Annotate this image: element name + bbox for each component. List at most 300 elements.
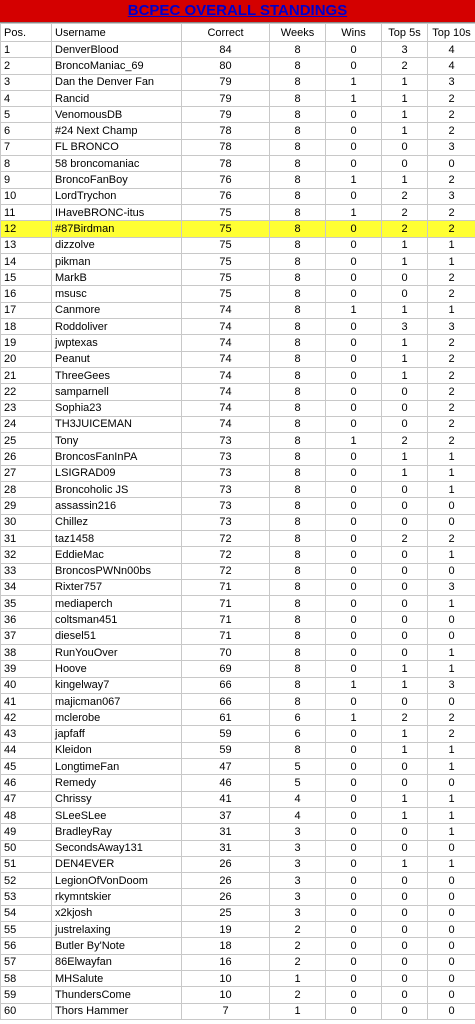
cell-top5s: 1 (382, 172, 428, 188)
cell-weeks: 8 (270, 302, 326, 318)
cell-wins: 1 (326, 433, 382, 449)
cell-top10s: 1 (428, 661, 475, 677)
cell-pos: 12 (1, 221, 52, 237)
cell-pos: 10 (1, 188, 52, 204)
cell-wins: 0 (326, 42, 382, 58)
cell-top5s: 1 (382, 791, 428, 807)
cell-weeks: 8 (270, 661, 326, 677)
cell-weeks: 8 (270, 286, 326, 302)
cell-top10s: 0 (428, 628, 475, 644)
table-row (1, 139, 475, 155)
cell-username: ThreeGees (52, 367, 182, 383)
cell-top10s: 3 (428, 319, 475, 335)
cell-weeks: 8 (270, 367, 326, 383)
cell-username: Roddoliver (52, 319, 182, 335)
cell-correct: 26 (182, 873, 270, 889)
header-top10s: Top 10s (428, 24, 475, 42)
cell-weeks: 8 (270, 351, 326, 367)
table-row (1, 954, 475, 970)
cell-top5s: 2 (382, 188, 428, 204)
table-row (1, 270, 475, 286)
cell-weeks: 5 (270, 775, 326, 791)
cell-username: japfaff (52, 726, 182, 742)
cell-correct: 72 (182, 563, 270, 579)
cell-username: BroncosPWNn00bs (52, 563, 182, 579)
table-row (1, 416, 475, 432)
cell-top5s: 1 (382, 661, 428, 677)
cell-top10s: 2 (428, 384, 475, 400)
cell-top10s: 2 (428, 351, 475, 367)
cell-top10s: 0 (428, 970, 475, 986)
cell-wins: 0 (326, 922, 382, 938)
cell-username: Butler By'Note (52, 938, 182, 954)
cell-wins: 0 (326, 873, 382, 889)
cell-pos: 39 (1, 661, 52, 677)
cell-username: LordTrychon (52, 188, 182, 204)
cell-wins: 0 (326, 367, 382, 383)
cell-weeks: 3 (270, 856, 326, 872)
table-row (1, 351, 475, 367)
cell-weeks: 8 (270, 498, 326, 514)
cell-weeks: 3 (270, 889, 326, 905)
cell-username: dizzolve (52, 237, 182, 253)
cell-wins: 0 (326, 400, 382, 416)
cell-username: Kleidon (52, 742, 182, 758)
cell-pos: 45 (1, 759, 52, 775)
cell-correct: 78 (182, 156, 270, 172)
cell-pos: 7 (1, 139, 52, 155)
cell-correct: 37 (182, 807, 270, 823)
cell-correct: 46 (182, 775, 270, 791)
table-row (1, 1003, 475, 1019)
cell-weeks: 8 (270, 433, 326, 449)
cell-top10s: 2 (428, 335, 475, 351)
cell-correct: 79 (182, 107, 270, 123)
cell-wins: 0 (326, 498, 382, 514)
cell-top10s: 1 (428, 644, 475, 660)
cell-pos: 2 (1, 58, 52, 74)
cell-top10s: 0 (428, 938, 475, 954)
cell-wins: 0 (326, 188, 382, 204)
cell-pos: 31 (1, 530, 52, 546)
cell-pos: 51 (1, 856, 52, 872)
cell-correct: 70 (182, 644, 270, 660)
cell-weeks: 8 (270, 693, 326, 709)
cell-wins: 0 (326, 139, 382, 155)
cell-top10s: 0 (428, 954, 475, 970)
cell-wins: 0 (326, 482, 382, 498)
cell-top5s: 2 (382, 710, 428, 726)
cell-top5s: 0 (382, 612, 428, 628)
cell-correct: 74 (182, 367, 270, 383)
cell-correct: 69 (182, 661, 270, 677)
cell-top5s: 1 (382, 253, 428, 269)
cell-pos: 1 (1, 42, 52, 58)
cell-username: SLeeSLee (52, 807, 182, 823)
cell-wins: 0 (326, 644, 382, 660)
cell-top5s: 1 (382, 302, 428, 318)
cell-correct: 25 (182, 905, 270, 921)
cell-top5s: 1 (382, 237, 428, 253)
cell-pos: 54 (1, 905, 52, 921)
cell-username: IHaveBRONC-itus (52, 204, 182, 220)
table-row (1, 726, 475, 742)
table-row (1, 172, 475, 188)
cell-username: MarkB (52, 270, 182, 286)
cell-pos: 11 (1, 204, 52, 220)
cell-top5s: 1 (382, 726, 428, 742)
cell-pos: 20 (1, 351, 52, 367)
cell-correct: 71 (182, 612, 270, 628)
cell-pos: 36 (1, 612, 52, 628)
cell-wins: 0 (326, 775, 382, 791)
cell-correct: 71 (182, 628, 270, 644)
cell-pos: 52 (1, 873, 52, 889)
cell-username: Peanut (52, 351, 182, 367)
cell-weeks: 8 (270, 156, 326, 172)
cell-weeks: 3 (270, 905, 326, 921)
cell-top10s: 2 (428, 270, 475, 286)
table-row (1, 579, 475, 595)
cell-pos: 15 (1, 270, 52, 286)
cell-wins: 0 (326, 58, 382, 74)
table-row (1, 319, 475, 335)
cell-top5s: 0 (382, 400, 428, 416)
header-correct: Correct (182, 24, 270, 42)
cell-username: assassin216 (52, 498, 182, 514)
cell-pos: 8 (1, 156, 52, 172)
cell-top5s: 0 (382, 482, 428, 498)
cell-top10s: 2 (428, 286, 475, 302)
table-row (1, 628, 475, 644)
cell-top10s: 2 (428, 433, 475, 449)
header-wins: Wins (326, 24, 382, 42)
cell-weeks: 8 (270, 465, 326, 481)
cell-top5s: 0 (382, 987, 428, 1003)
table-row (1, 253, 475, 269)
table-row (1, 482, 475, 498)
cell-top10s: 2 (428, 710, 475, 726)
cell-wins: 0 (326, 661, 382, 677)
cell-correct: 74 (182, 319, 270, 335)
cell-pos: 50 (1, 840, 52, 856)
cell-weeks: 1 (270, 970, 326, 986)
cell-username: Chillez (52, 514, 182, 530)
table-row (1, 42, 475, 58)
cell-wins: 0 (326, 889, 382, 905)
cell-pos: 27 (1, 465, 52, 481)
cell-correct: 16 (182, 954, 270, 970)
cell-correct: 74 (182, 400, 270, 416)
cell-username: diesel51 (52, 628, 182, 644)
table-row (1, 302, 475, 318)
cell-pos: 5 (1, 107, 52, 123)
cell-weeks: 8 (270, 384, 326, 400)
cell-weeks: 4 (270, 791, 326, 807)
cell-top5s: 1 (382, 335, 428, 351)
cell-weeks: 2 (270, 922, 326, 938)
cell-top10s: 0 (428, 514, 475, 530)
cell-weeks: 8 (270, 514, 326, 530)
cell-username: Remedy (52, 775, 182, 791)
cell-weeks: 8 (270, 123, 326, 139)
cell-wins: 0 (326, 514, 382, 530)
cell-username: jwptexas (52, 335, 182, 351)
cell-correct: 61 (182, 710, 270, 726)
cell-top5s: 1 (382, 856, 428, 872)
cell-top5s: 3 (382, 42, 428, 58)
cell-top5s: 1 (382, 677, 428, 693)
cell-username: LongtimeFan (52, 759, 182, 775)
cell-username: BradleyRay (52, 824, 182, 840)
cell-correct: 10 (182, 970, 270, 986)
cell-weeks: 8 (270, 42, 326, 58)
cell-top10s: 0 (428, 922, 475, 938)
cell-weeks: 2 (270, 987, 326, 1003)
cell-weeks: 4 (270, 807, 326, 823)
cell-correct: 84 (182, 42, 270, 58)
cell-weeks: 8 (270, 221, 326, 237)
cell-wins: 0 (326, 351, 382, 367)
cell-weeks: 3 (270, 840, 326, 856)
cell-correct: 31 (182, 840, 270, 856)
cell-correct: 73 (182, 433, 270, 449)
table-row (1, 693, 475, 709)
cell-correct: 75 (182, 204, 270, 220)
cell-top10s: 0 (428, 905, 475, 921)
cell-username: DenverBlood (52, 42, 182, 58)
cell-username: VenomousDB (52, 107, 182, 123)
cell-username: majicman067 (52, 693, 182, 709)
cell-correct: 26 (182, 856, 270, 872)
cell-wins: 0 (326, 530, 382, 546)
table-row (1, 400, 475, 416)
cell-pos: 30 (1, 514, 52, 530)
table-row (1, 58, 475, 74)
cell-correct: 19 (182, 922, 270, 938)
cell-top10s: 1 (428, 824, 475, 840)
cell-pos: 49 (1, 824, 52, 840)
cell-top5s: 1 (382, 742, 428, 758)
cell-correct: 79 (182, 74, 270, 90)
table-row (1, 856, 475, 872)
cell-top5s: 0 (382, 775, 428, 791)
cell-weeks: 8 (270, 107, 326, 123)
cell-pos: 6 (1, 123, 52, 139)
cell-top5s: 1 (382, 90, 428, 106)
cell-wins: 0 (326, 221, 382, 237)
table-row (1, 188, 475, 204)
cell-wins: 1 (326, 90, 382, 106)
cell-wins: 0 (326, 384, 382, 400)
table-row (1, 742, 475, 758)
cell-username: Sophia23 (52, 400, 182, 416)
cell-username: MHSalute (52, 970, 182, 986)
cell-wins: 0 (326, 1003, 382, 1019)
cell-correct: 7 (182, 1003, 270, 1019)
cell-top10s: 2 (428, 123, 475, 139)
cell-top10s: 3 (428, 677, 475, 693)
cell-username: TH3JUICEMAN (52, 416, 182, 432)
cell-weeks: 8 (270, 628, 326, 644)
cell-wins: 0 (326, 905, 382, 921)
cell-pos: 57 (1, 954, 52, 970)
cell-username: RunYouOver (52, 644, 182, 660)
cell-weeks: 8 (270, 139, 326, 155)
table-row (1, 922, 475, 938)
cell-pos: 40 (1, 677, 52, 693)
cell-weeks: 8 (270, 319, 326, 335)
cell-top5s: 0 (382, 954, 428, 970)
table-row (1, 74, 475, 90)
cell-top5s: 0 (382, 840, 428, 856)
cell-wins: 0 (326, 693, 382, 709)
cell-top10s: 1 (428, 253, 475, 269)
cell-top5s: 1 (382, 465, 428, 481)
cell-username: BroncoManiac_69 (52, 58, 182, 74)
table-row (1, 156, 475, 172)
table-row (1, 123, 475, 139)
table-row (1, 367, 475, 383)
cell-username: x2kjosh (52, 905, 182, 921)
cell-correct: 59 (182, 726, 270, 742)
cell-top5s: 1 (382, 74, 428, 90)
table-row (1, 775, 475, 791)
cell-username: Chrissy (52, 791, 182, 807)
cell-top10s: 1 (428, 596, 475, 612)
cell-wins: 1 (326, 677, 382, 693)
cell-weeks: 8 (270, 677, 326, 693)
cell-correct: 72 (182, 547, 270, 563)
cell-top10s: 0 (428, 498, 475, 514)
cell-correct: 74 (182, 351, 270, 367)
cell-top10s: 0 (428, 775, 475, 791)
cell-pos: 44 (1, 742, 52, 758)
cell-pos: 19 (1, 335, 52, 351)
cell-username: ThundersCome (52, 987, 182, 1003)
cell-top10s: 1 (428, 465, 475, 481)
cell-username: Rixter757 (52, 579, 182, 595)
cell-wins: 0 (326, 123, 382, 139)
table-row (1, 498, 475, 514)
cell-wins: 1 (326, 74, 382, 90)
cell-username: taz1458 (52, 530, 182, 546)
header-top5s: Top 5s (382, 24, 428, 42)
cell-username: rkymntskier (52, 889, 182, 905)
cell-top5s: 1 (382, 367, 428, 383)
cell-top10s: 0 (428, 1003, 475, 1019)
cell-username: Dan the Denver Fan (52, 74, 182, 90)
cell-top5s: 0 (382, 286, 428, 302)
cell-correct: 66 (182, 677, 270, 693)
cell-top5s: 0 (382, 156, 428, 172)
cell-wins: 0 (326, 807, 382, 823)
cell-top10s: 3 (428, 139, 475, 155)
cell-wins: 0 (326, 596, 382, 612)
cell-pos: 18 (1, 319, 52, 335)
cell-top10s: 2 (428, 416, 475, 432)
cell-pos: 38 (1, 644, 52, 660)
cell-pos: 28 (1, 482, 52, 498)
cell-top10s: 0 (428, 693, 475, 709)
table-row (1, 221, 475, 237)
table-row (1, 433, 475, 449)
table-row (1, 987, 475, 1003)
cell-correct: 74 (182, 384, 270, 400)
cell-weeks: 8 (270, 188, 326, 204)
cell-username: Tony (52, 433, 182, 449)
cell-wins: 0 (326, 628, 382, 644)
table-row (1, 286, 475, 302)
cell-top5s: 0 (382, 547, 428, 563)
cell-top10s: 1 (428, 856, 475, 872)
cell-top5s: 2 (382, 221, 428, 237)
cell-top5s: 1 (382, 123, 428, 139)
cell-pos: 53 (1, 889, 52, 905)
cell-top5s: 1 (382, 107, 428, 123)
cell-top10s: 2 (428, 367, 475, 383)
cell-top10s: 0 (428, 873, 475, 889)
cell-weeks: 8 (270, 90, 326, 106)
cell-correct: 73 (182, 465, 270, 481)
cell-wins: 0 (326, 563, 382, 579)
cell-top10s: 2 (428, 90, 475, 106)
cell-top10s: 2 (428, 400, 475, 416)
cell-username: LegionOfVonDoom (52, 873, 182, 889)
cell-pos: 42 (1, 710, 52, 726)
cell-username: BroncoFanBoy (52, 172, 182, 188)
cell-top10s: 0 (428, 563, 475, 579)
cell-correct: 80 (182, 58, 270, 74)
cell-top5s: 0 (382, 824, 428, 840)
cell-correct: 73 (182, 449, 270, 465)
cell-top10s: 1 (428, 807, 475, 823)
cell-wins: 0 (326, 954, 382, 970)
cell-correct: 71 (182, 579, 270, 595)
cell-correct: 10 (182, 987, 270, 1003)
cell-weeks: 3 (270, 873, 326, 889)
cell-weeks: 8 (270, 335, 326, 351)
table-row (1, 873, 475, 889)
cell-top10s: 0 (428, 612, 475, 628)
cell-top10s: 2 (428, 172, 475, 188)
cell-top5s: 2 (382, 433, 428, 449)
cell-weeks: 2 (270, 954, 326, 970)
cell-pos: 4 (1, 90, 52, 106)
cell-pos: 55 (1, 922, 52, 938)
cell-weeks: 8 (270, 400, 326, 416)
cell-username: pikman (52, 253, 182, 269)
standings-rows (1, 42, 475, 1020)
cell-wins: 0 (326, 824, 382, 840)
cell-pos: 22 (1, 384, 52, 400)
cell-correct: 18 (182, 938, 270, 954)
table-row (1, 204, 475, 220)
cell-correct: 78 (182, 123, 270, 139)
cell-weeks: 8 (270, 449, 326, 465)
cell-pos: 24 (1, 416, 52, 432)
cell-top10s: 1 (428, 791, 475, 807)
cell-username: mclerobe (52, 710, 182, 726)
cell-wins: 0 (326, 856, 382, 872)
cell-username: kingelway7 (52, 677, 182, 693)
cell-correct: 41 (182, 791, 270, 807)
cell-username: Rancid (52, 90, 182, 106)
cell-username: 86Elwayfan (52, 954, 182, 970)
table-row (1, 563, 475, 579)
cell-wins: 0 (326, 416, 382, 432)
table-row (1, 107, 475, 123)
